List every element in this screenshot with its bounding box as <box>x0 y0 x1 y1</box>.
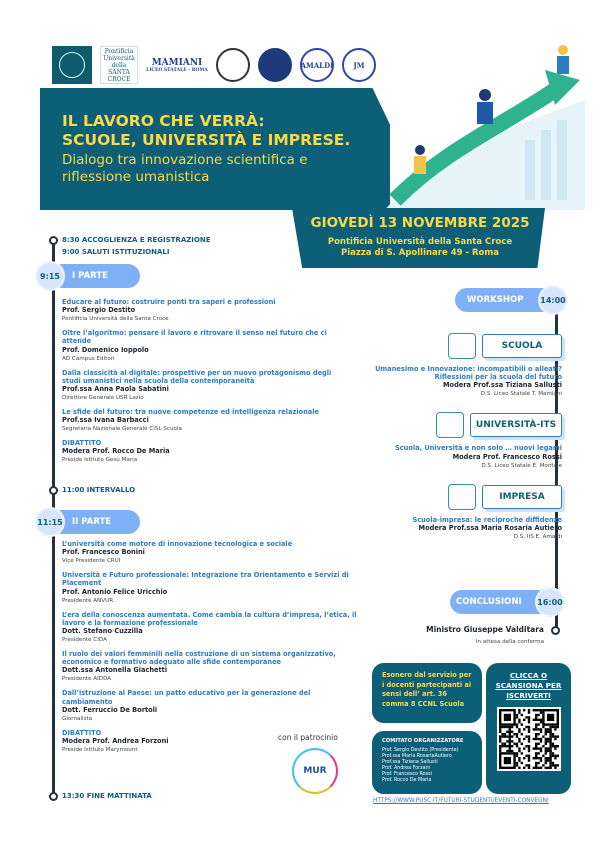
event-url-link[interactable]: HTTPS://WWW.PUSC.IT/FUTURI-STUDENTI/EVENTI-CONVEGNI <box>373 798 549 804</box>
talk-title: Educare al futuro: costruire ponti tra saperi e professioni <box>62 298 276 306</box>
break-label: 11:00 INTERVALLO <box>62 486 136 494</box>
talk-role: Vice Presidente CRUI <box>62 558 121 565</box>
talk-item <box>62 439 342 464</box>
talk-title: DIBATTITO <box>62 439 102 448</box>
talk-title: L’università come motore di innovazione tecnologica e sociale <box>62 540 293 548</box>
part2-pill: II PARTE <box>50 510 140 534</box>
timeline-dot <box>49 792 58 801</box>
talk-speaker: Dott. Stefano Cuzzilla <box>62 627 143 636</box>
session-moderator: Modera Prof. Francesco Rossi <box>452 452 562 461</box>
growth-illustration <box>385 40 585 210</box>
talk-role: Pontificia Università della Santa Croce <box>62 316 169 323</box>
talk-item <box>62 408 342 433</box>
register-link[interactable]: CLICCA O SCANSIONA PER ISCRIVERTI <box>495 671 562 700</box>
talk-role: Presidente ANVUR <box>62 597 114 604</box>
talk-title: L’era della conoscenza aumentata. Come cambia la cultura d’impresa, l’etica, il lavoro e la formazione professionale <box>62 610 357 627</box>
talk-speaker: Dott.ssa Antonella Giachetti <box>62 666 168 675</box>
talk-role: Preside Istituto Gesù Maria <box>62 457 138 464</box>
talk-speaker: Prof. Francesco Bonini <box>62 548 145 557</box>
session-moderator: Modera Prof.ssa Tiziana Sallusti <box>443 381 562 390</box>
timeline-dot <box>49 236 58 245</box>
jm-logo: JM <box>342 48 376 82</box>
workshop-time: 14:00 <box>538 285 568 315</box>
session-title: Umanesimo e Innovazione: incompatibili o alleati? Riflessioni per la scuola del futuro <box>375 365 562 382</box>
talk-role: Presidente AIDDA <box>62 676 112 683</box>
talk-item <box>62 369 342 402</box>
event-date: GIOVEDÌ 13 NOVEMBRE 2025 <box>310 215 530 231</box>
exemption-box: Esonero dal servizio per i docenti partecipanti ai sensi dell’ art. 36 comma 8 CCNL Scuola <box>372 663 482 723</box>
talk-speaker: Prof. Domenico Ioppolo <box>62 345 149 354</box>
talk-speaker: Prof.ssa Ivana Barbacci <box>62 416 149 425</box>
talk-speaker: Prof. Antonio Felice Uricchio <box>62 587 168 596</box>
talk-title: Università e Futuro professionale: Integrazione tra Orientamento e Servizi di Placement <box>62 571 349 588</box>
committee-box <box>372 731 482 794</box>
end-morning: 13:30 FINE MATTINATA <box>62 792 152 800</box>
session-name: SCUOLA <box>482 334 562 358</box>
talk-role: Preside Istituto Marymount <box>62 747 138 754</box>
talk-item <box>62 689 362 722</box>
talk-speaker: Modera Prof. Andrea Forzoni <box>62 737 169 746</box>
patronage-label: con il patrocinio <box>278 733 338 742</box>
workshop-pill: WORKSHOP <box>455 288 555 312</box>
talk-title: Il ruolo dei valori femminili nella costruzione di un sistema organizzativo, economico e formativo adeguato alle sfide contemporanee <box>62 650 336 667</box>
minister-name: Ministro Giuseppe Valditara <box>426 625 544 634</box>
event-title: IL LAVORO CHE VERRÀ: SCUOLE, UNIVERSITÀ E IMPRESE. <box>62 112 351 149</box>
session-role: D.S. Liceo Statale T. Mamiani <box>480 391 562 398</box>
talk-title: DIBATTITO <box>62 728 102 737</box>
mur-logo: MUR <box>292 748 338 794</box>
school-icon <box>448 333 476 359</box>
minister-note: In attesa della conferma <box>475 639 544 645</box>
talk-role: Presidente CIDA <box>62 637 107 644</box>
timeline-dot <box>551 626 560 635</box>
talk-title: Dall’istruzione al Paese: un patto educativo per la generazione del cambiamento <box>62 689 311 706</box>
part1-pill: I PARTE <box>50 264 140 288</box>
talk-item <box>62 571 362 604</box>
event-subtitle: Dialogo tra innovazione scientifica e riflessione umanistica <box>62 152 308 185</box>
talk-title: Dalla classicità al digitale: prospettive per un nuovo protagonismo degli studi umanistici nella scuola della contemporaneità <box>62 368 332 385</box>
committee-title: COMITATO ORGANIZZATORE <box>382 738 464 744</box>
business-icon <box>448 484 476 510</box>
mamiani-logo: MAMIANI LICEO STATALE - ROMA <box>146 57 208 73</box>
qr-code[interactable] <box>497 707 561 771</box>
school-seal-logo <box>216 48 250 82</box>
workshop-session <box>312 484 562 541</box>
session-title: Scuola, Università e non solo … nuovi legami <box>394 444 562 453</box>
conclusions-time: 16:00 <box>535 587 565 617</box>
session-name: UNIVERSITÀ-ITS <box>470 413 562 437</box>
committee-member: Prof.ssa Maria RosariaAutiero <box>382 754 452 759</box>
opening-greetings: 9:00 SALUTI ISTITUZIONALI <box>62 248 170 256</box>
committee-members <box>382 748 472 784</box>
opening-registration: 8:30 ACCOGLIENZA E REGISTRAZIONE <box>62 236 211 244</box>
talk-speaker: Modera Prof. Rocco De Maria <box>62 447 170 456</box>
event-venue: Pontificia Università della Santa Croce Piazza di S. Apollinare 49 - Roma <box>327 237 513 258</box>
part2-time: 11:15 <box>35 507 65 537</box>
workshop-session <box>312 333 562 398</box>
talk-item <box>62 298 342 323</box>
partner-logos <box>52 46 376 84</box>
pusc-seal-logo <box>52 46 92 84</box>
session-name: IMPRESA <box>482 485 562 509</box>
committee-member: Prof. Francesco Rossi <box>382 772 432 777</box>
pusc-wordmark-logo: Pontificia Università della SANTA CROCE <box>100 46 138 84</box>
talk-role: Giornalista <box>62 715 93 722</box>
committee-member: Prof. Andrea Forzani <box>382 766 430 771</box>
amaldi-logo: AMALDI <box>300 48 334 82</box>
part1-time: 9:15 <box>35 261 65 291</box>
talk-role: Direttore Generale USR Lazio <box>62 395 144 402</box>
talk-role: AD Campus Editori <box>62 355 115 362</box>
workshop-sessions <box>312 333 562 555</box>
talk-speaker: Prof.ssa Anna Paola Sabatini <box>62 385 169 394</box>
talk-speaker: Prof. Sergio Destito <box>62 306 136 315</box>
session-title: Scuola-impresa: le reciproche diffidenze <box>412 515 562 524</box>
part2-talks <box>62 540 362 760</box>
talk-speaker: Dott. Ferruccio De Bortoli <box>62 705 158 714</box>
timeline-dot <box>49 486 58 495</box>
workshop-session <box>312 412 562 469</box>
conclusions-pill: CONCLUSIONI <box>450 590 550 614</box>
committee-member: Prof. Sergio Destito (Presidente) <box>382 748 459 753</box>
institute-seal-logo <box>258 48 292 82</box>
committee-member: Prof.ssa Tiziana Sallusti <box>382 760 438 765</box>
register-box[interactable] <box>486 663 571 794</box>
part1-talks <box>62 298 342 470</box>
talk-title: Oltre l’algoritmo: pensare il lavoro e ritrovare il senso nel futuro che ci attende <box>62 329 327 346</box>
committee-member: Prof. Rocco De Maria <box>382 778 432 783</box>
talk-role: Segretaria Nazionale Generale CISL Scuola <box>62 426 182 433</box>
talk-item <box>62 650 362 683</box>
session-role: D.S. IIS E. Amaldi <box>513 533 562 540</box>
session-role: D.S. Liceo Statale E. Montale <box>481 462 562 469</box>
talk-title: Le sfide del futuro: tra nuove competenze ed intelligenza relazionale <box>62 408 319 417</box>
session-moderator: Modera Prof.ssa Maria Rosaria Autiero <box>418 523 562 532</box>
talk-item <box>62 611 362 644</box>
talk-item <box>62 329 342 362</box>
graduation-books-icon <box>436 412 464 438</box>
